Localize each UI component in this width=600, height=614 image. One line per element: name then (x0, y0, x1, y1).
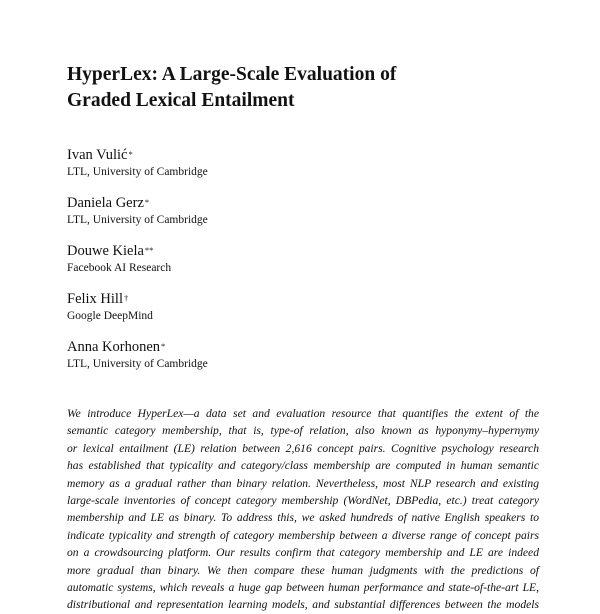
author-affiliation: LTL, University of Cambridge (67, 166, 208, 178)
author-2 (67, 194, 467, 228)
author-name: Daniela Gerz (67, 195, 144, 211)
abstract (67, 405, 539, 614)
abstract-line: indicate typicality and strength of category membership between a diverse range of concept pairs (67, 528, 539, 542)
abstract-line: or lexical entailment (LE) relation between 2,616 concept pairs. Cognitive psychology research (67, 441, 539, 455)
author-name: Anna Korhonen (67, 339, 161, 355)
abstract-line: has established that typicality and category/class membership are computed in human semantic (67, 459, 539, 473)
author-name-line (67, 146, 467, 164)
abstract-line: distributional and representation learning models, and substantial differences between the models (67, 598, 539, 612)
author-name-line (67, 290, 467, 308)
abstract-line: on a crowdsourcing platform. Our results confirm that category membership and LE are indeed (67, 546, 539, 560)
author-marker: * (128, 149, 133, 159)
author-affiliation: Facebook AI Research (67, 262, 172, 274)
author-name: Ivan Vulić (67, 147, 128, 163)
author-marker: * (161, 341, 166, 351)
author-marker: † (124, 293, 129, 303)
abstract-line: membership and LE as binary. To address this, we asked hundreds of native English speakers to (67, 511, 539, 525)
author-5 (67, 338, 467, 372)
abstract-line: We introduce HyperLex—a data set and evaluation resource that quantifies the extent of the (67, 407, 539, 420)
author-name-line (67, 338, 467, 356)
abstract-line: automatic systems, which reveals a huge gap between human performance and state-of-the-art LE, (67, 580, 539, 594)
author-4 (67, 290, 467, 324)
author-affiliation: LTL, University of Cambridge (67, 358, 208, 370)
author-marker: ** (144, 245, 154, 255)
abstract-line: more gradual than binary. We then compare these human judgments with the predictions of (67, 563, 539, 577)
title-line-2: Graded Lexical Entailment (67, 90, 295, 111)
author-affiliation: Google DeepMind (67, 310, 153, 322)
author-name-line (67, 194, 467, 212)
abstract-line: semantic category membership, that is, type-of relation, also known as hyponymy–hypernymy (67, 424, 539, 438)
author-affiliation: LTL, University of Cambridge (67, 214, 208, 226)
author-name-line (67, 242, 467, 260)
abstract-line: large-scale inventories of concept category membership (WordNet, DBPedia, etc.) treat category (67, 493, 539, 507)
author-name: Felix Hill (67, 291, 123, 307)
author-name: Douwe Kiela (67, 243, 144, 259)
paper-title (67, 62, 537, 114)
author-3 (67, 242, 467, 276)
author-1 (67, 146, 467, 180)
author-marker: * (144, 197, 150, 207)
title-line-1: HyperLex: A Large-Scale Evaluation of (67, 64, 397, 85)
abstract-line: memory as a gradual rather than binary relation. Nevertheless, most NLP research and existing (67, 476, 539, 490)
